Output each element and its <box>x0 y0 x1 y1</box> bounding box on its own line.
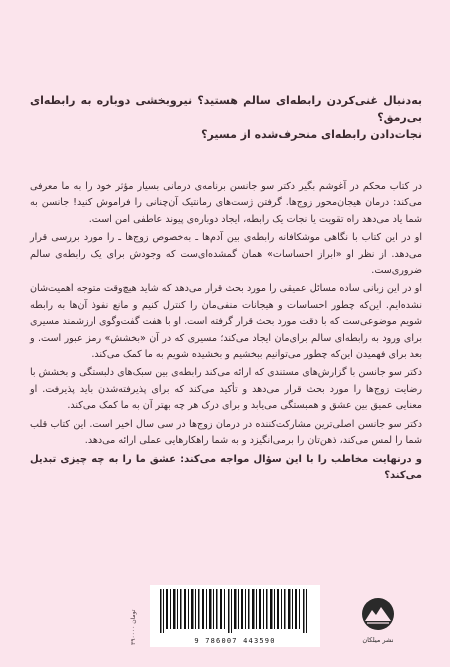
paragraph-1: در کتاب محکم در آغوشم بگیر دکتر سو جانسن برنامه‌ی درمانی بسیار مؤثر خود را به ما معرفی می‌کند: درمان هیجان‌محور زوج‌ها. گرفتن ژست‌های رمانتیک آن‌چنانی را فراموش کنید! جانسن به شما یاد می‌دهد راه تقویت یا نجات یک رابطه، ایجاد دوباره‌ی پیوند عاطفی امن است. <box>30 181 422 225</box>
final-question: و درنهایت مخاطب را با این سؤال مواجه می‌کند: عشق ما را به چه چیزی تبدیل می‌کند؟ <box>30 453 422 481</box>
paragraph-4: دکتر سو جانسن با گزارش‌های مستندی که ارائه می‌کند رابطه‌ی بین سبک‌های دلبستگی و بخشش با رضایت زوج‌ها را مورد بحث قرار می‌دهد و تأکید می‌کند که برای پذیرفته‌شدن باید پذیرفت. او معنایی عمیق بین عشق و همبستگی می‌یابد و برای درک هر چه بهتر آن به ما کمک می‌کند. <box>30 367 422 412</box>
publisher-logo <box>360 597 396 647</box>
intro-questions <box>30 92 422 143</box>
barcode <box>150 585 320 647</box>
paragraph-3: او در این زبانی ساده مسائل عمیقی را مورد بحث قرار می‌دهد که شاید هیچ‌وقت متوجه اهمیت‌شان نشده‌ایم. این‌که چطور احساسات و هیجانات منفی‌مان را کنترل کنیم و مانع نفوذ آن‌ها به رابطه شویم موضوعی‌ست که با دقت مورد بحث قرار گرفته است. او با هفت گفت‌وگوی ارزشمند مسیری برای ورود به رابطه‌ای سالم برای‌مان ایجاد می‌کند؛ مسیری که در آن «بخشش» رمز عبور است. و بعد برای فهمیدن این‌که چطور می‌توانیم ببخشیم و بخشیده شویم به ما کمک می‌کند. <box>30 283 422 361</box>
price-label: ۳۹۰۰۰۰ تومان <box>130 609 137 645</box>
blurb-text <box>30 92 422 486</box>
barcode-number: 9 786007 443590 <box>194 637 276 645</box>
barcode-bars-icon <box>158 589 312 633</box>
intro-line-1: به‌دنبال غنی‌کردن رابطه‌ای سالم هستید؟ نیروبخشی دوباره به رابطه‌ای بی‌رمق؟ <box>30 94 422 124</box>
paragraph-2: او در این کتاب با نگاهی موشکافانه رابطه‌ی بین آدم‌ها ـ به‌خصوص زوج‌ها ـ را مورد بررسی قرار می‌دهد. از نظر او «ابراز احساسات» همان گمشده‌ای‌ست که وجودش برای یک رابطه‌ی سالم ضروری‌ست. <box>30 232 422 277</box>
intro-line-2: نجات‌دادن رابطه‌ای منحرف‌شده از مسیر؟ <box>201 128 422 141</box>
mountains-logo-icon <box>361 597 395 631</box>
paragraph-5: دکتر سو جانسن اصلی‌ترین مشارکت‌کننده در درمان زوج‌ها در سی سال اخیر است. این کتاب قلب شما را لمس می‌کند، ذهن‌تان را برمی‌انگیزد و به شما راهکارهایی عملی ارائه می‌دهد. <box>30 418 422 447</box>
publisher-name: نشر میلکان <box>362 636 394 644</box>
